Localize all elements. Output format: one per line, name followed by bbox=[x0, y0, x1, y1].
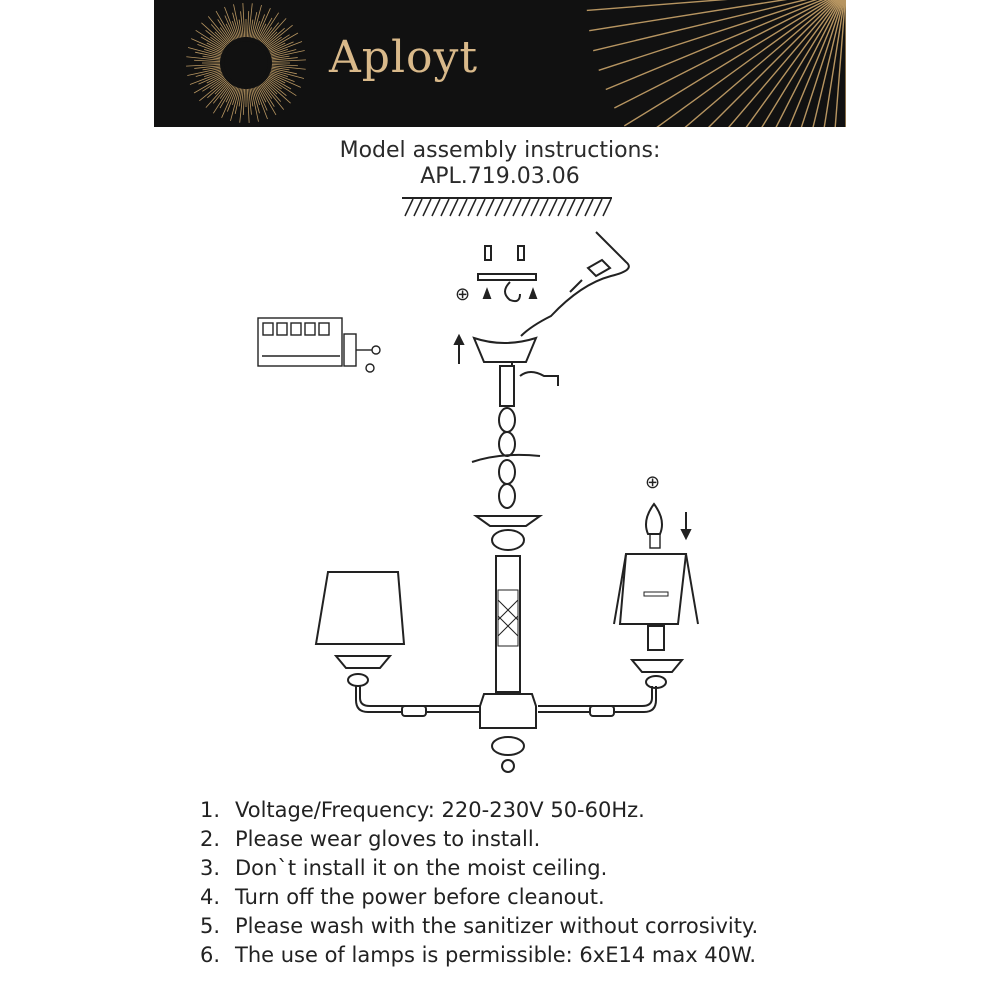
chandelier-icon bbox=[316, 516, 698, 772]
list-item: 1. Voltage/Frequency: 220-230V 50-60Hz. bbox=[200, 798, 645, 822]
ceiling-hatch-icon bbox=[402, 198, 612, 216]
list-item: 6. The use of lamps is permissible: 6xE14 max 40W. bbox=[200, 943, 757, 967]
sunburst-decoration bbox=[154, 0, 846, 127]
brand-logo: Aployt bbox=[329, 32, 479, 83]
assembly-diagram bbox=[0, 190, 1000, 790]
list-item: 4. Turn off the power before cleanout. bbox=[200, 885, 605, 909]
list-item: 5. Please wash with the sanitizer without corrosivity. bbox=[200, 914, 759, 938]
terminal-block-icon bbox=[258, 318, 380, 372]
mounting-bracket-icon bbox=[455, 246, 536, 305]
notes-list bbox=[200, 796, 758, 970]
list-item: 2. Please wear gloves to install. bbox=[200, 827, 541, 851]
sun-logo-icon bbox=[224, 41, 268, 85]
screwdriver-icon: ⊕ bbox=[645, 472, 661, 493]
chain-icon bbox=[499, 408, 515, 508]
bulb-icon bbox=[646, 504, 662, 548]
svg-text:⊕: ⊕ bbox=[455, 284, 471, 305]
list-item: 3. Don`t install it on the moist ceiling. bbox=[200, 856, 608, 880]
instructions-title: Model assembly instructions: bbox=[339, 138, 661, 163]
header-banner bbox=[154, 0, 846, 127]
model-number: APL.719.03.06 bbox=[420, 164, 580, 189]
